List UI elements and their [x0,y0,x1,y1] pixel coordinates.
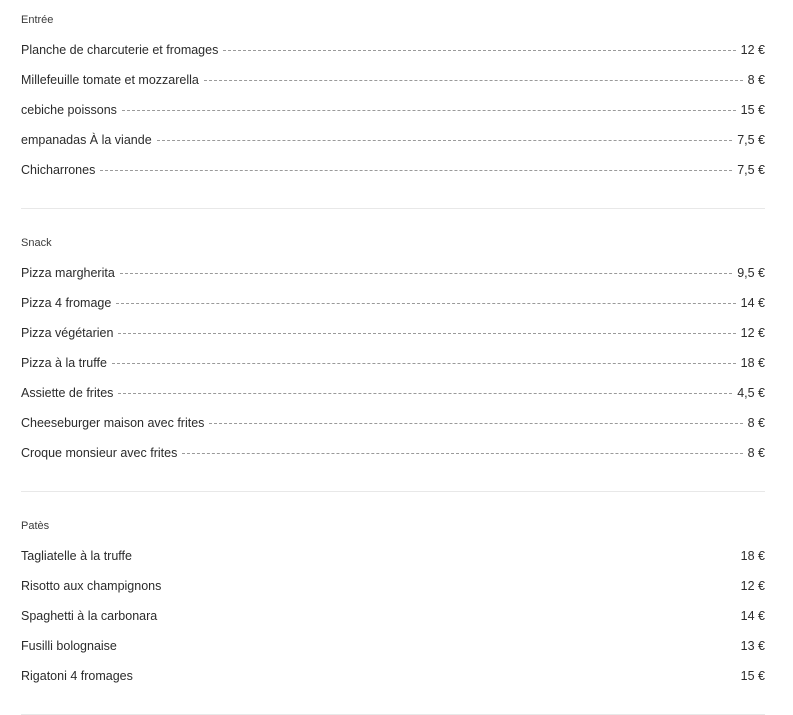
item-price: 18 € [740,549,765,563]
dotted-leader [223,50,735,51]
item-price: 4,5 € [737,386,765,400]
dotted-leader [116,303,735,304]
item-price: 7,5 € [737,163,765,177]
item-price: 13 € [740,639,765,653]
item-price: 9,5 € [737,266,765,280]
dotted-leader [100,170,732,171]
item-name: Pizza 4 fromage [21,296,112,310]
menu-item [21,102,765,132]
menu-item [21,578,765,608]
menu-item [21,325,765,355]
item-price: 15 € [740,669,765,683]
menu-item [21,72,765,102]
section-pates [21,492,765,715]
item-price: 8 € [747,416,765,430]
dotted-leader [122,646,736,647]
dotted-leader [122,110,736,111]
menu-item [21,265,765,295]
item-price: 12 € [740,579,765,593]
dotted-leader [112,363,736,364]
item-name: Assiette de frites [21,386,114,400]
item-price: 7,5 € [737,133,765,147]
item-name: Risotto aux champignons [21,579,162,593]
menu-item [21,385,765,415]
menu-item [21,608,765,638]
item-name: Pizza margherita [21,266,115,280]
menu-item [21,162,765,192]
item-name: Croque monsieur avec frites [21,446,178,460]
item-price: 14 € [740,296,765,310]
section-title: Entrée [21,14,54,26]
dotted-leader [137,556,736,557]
item-price: 8 € [747,446,765,460]
menu-item [21,415,765,445]
section-snack [21,209,765,492]
item-list [21,42,765,192]
item-name: Chicharrones [21,163,96,177]
item-price: 8 € [747,73,765,87]
item-name: Planche de charcuterie et fromages [21,43,219,57]
item-name: Pizza à la truffe [21,356,107,370]
item-name: cebiche poissons [21,103,117,117]
menu-item [21,355,765,385]
item-name: Tagliatelle à la truffe [21,549,132,563]
dotted-leader [157,140,733,141]
menu-item [21,445,765,475]
menu-item [21,132,765,162]
menu-item [21,668,765,698]
dotted-leader [182,453,742,454]
item-list [21,548,765,698]
dotted-leader [166,586,735,587]
menu-item [21,42,765,72]
item-list [21,265,765,475]
item-price: 14 € [740,609,765,623]
item-name: Fusilli bolognaise [21,639,117,653]
item-name: Rigatoni 4 fromages [21,669,133,683]
dotted-leader [162,616,735,617]
item-name: Pizza végétarien [21,326,114,340]
menu-item [21,638,765,668]
section-entree [21,0,765,209]
section-title: Snack [21,237,52,249]
dotted-leader [120,273,732,274]
dotted-leader [118,333,735,334]
dotted-leader [209,423,742,424]
item-name: Spaghetti à la carbonara [21,609,158,623]
item-name: Millefeuille tomate et mozzarella [21,73,199,87]
item-name: empanadas À la viande [21,133,152,147]
item-price: 15 € [740,103,765,117]
item-name: Cheeseburger maison avec frites [21,416,205,430]
menu-item [21,295,765,325]
dotted-leader [118,393,732,394]
dotted-leader [204,80,743,81]
item-price: 12 € [740,43,765,57]
item-price: 12 € [740,326,765,340]
menu-item [21,548,765,578]
dotted-leader [138,676,736,677]
section-title: Patès [21,520,50,532]
item-price: 18 € [740,356,765,370]
